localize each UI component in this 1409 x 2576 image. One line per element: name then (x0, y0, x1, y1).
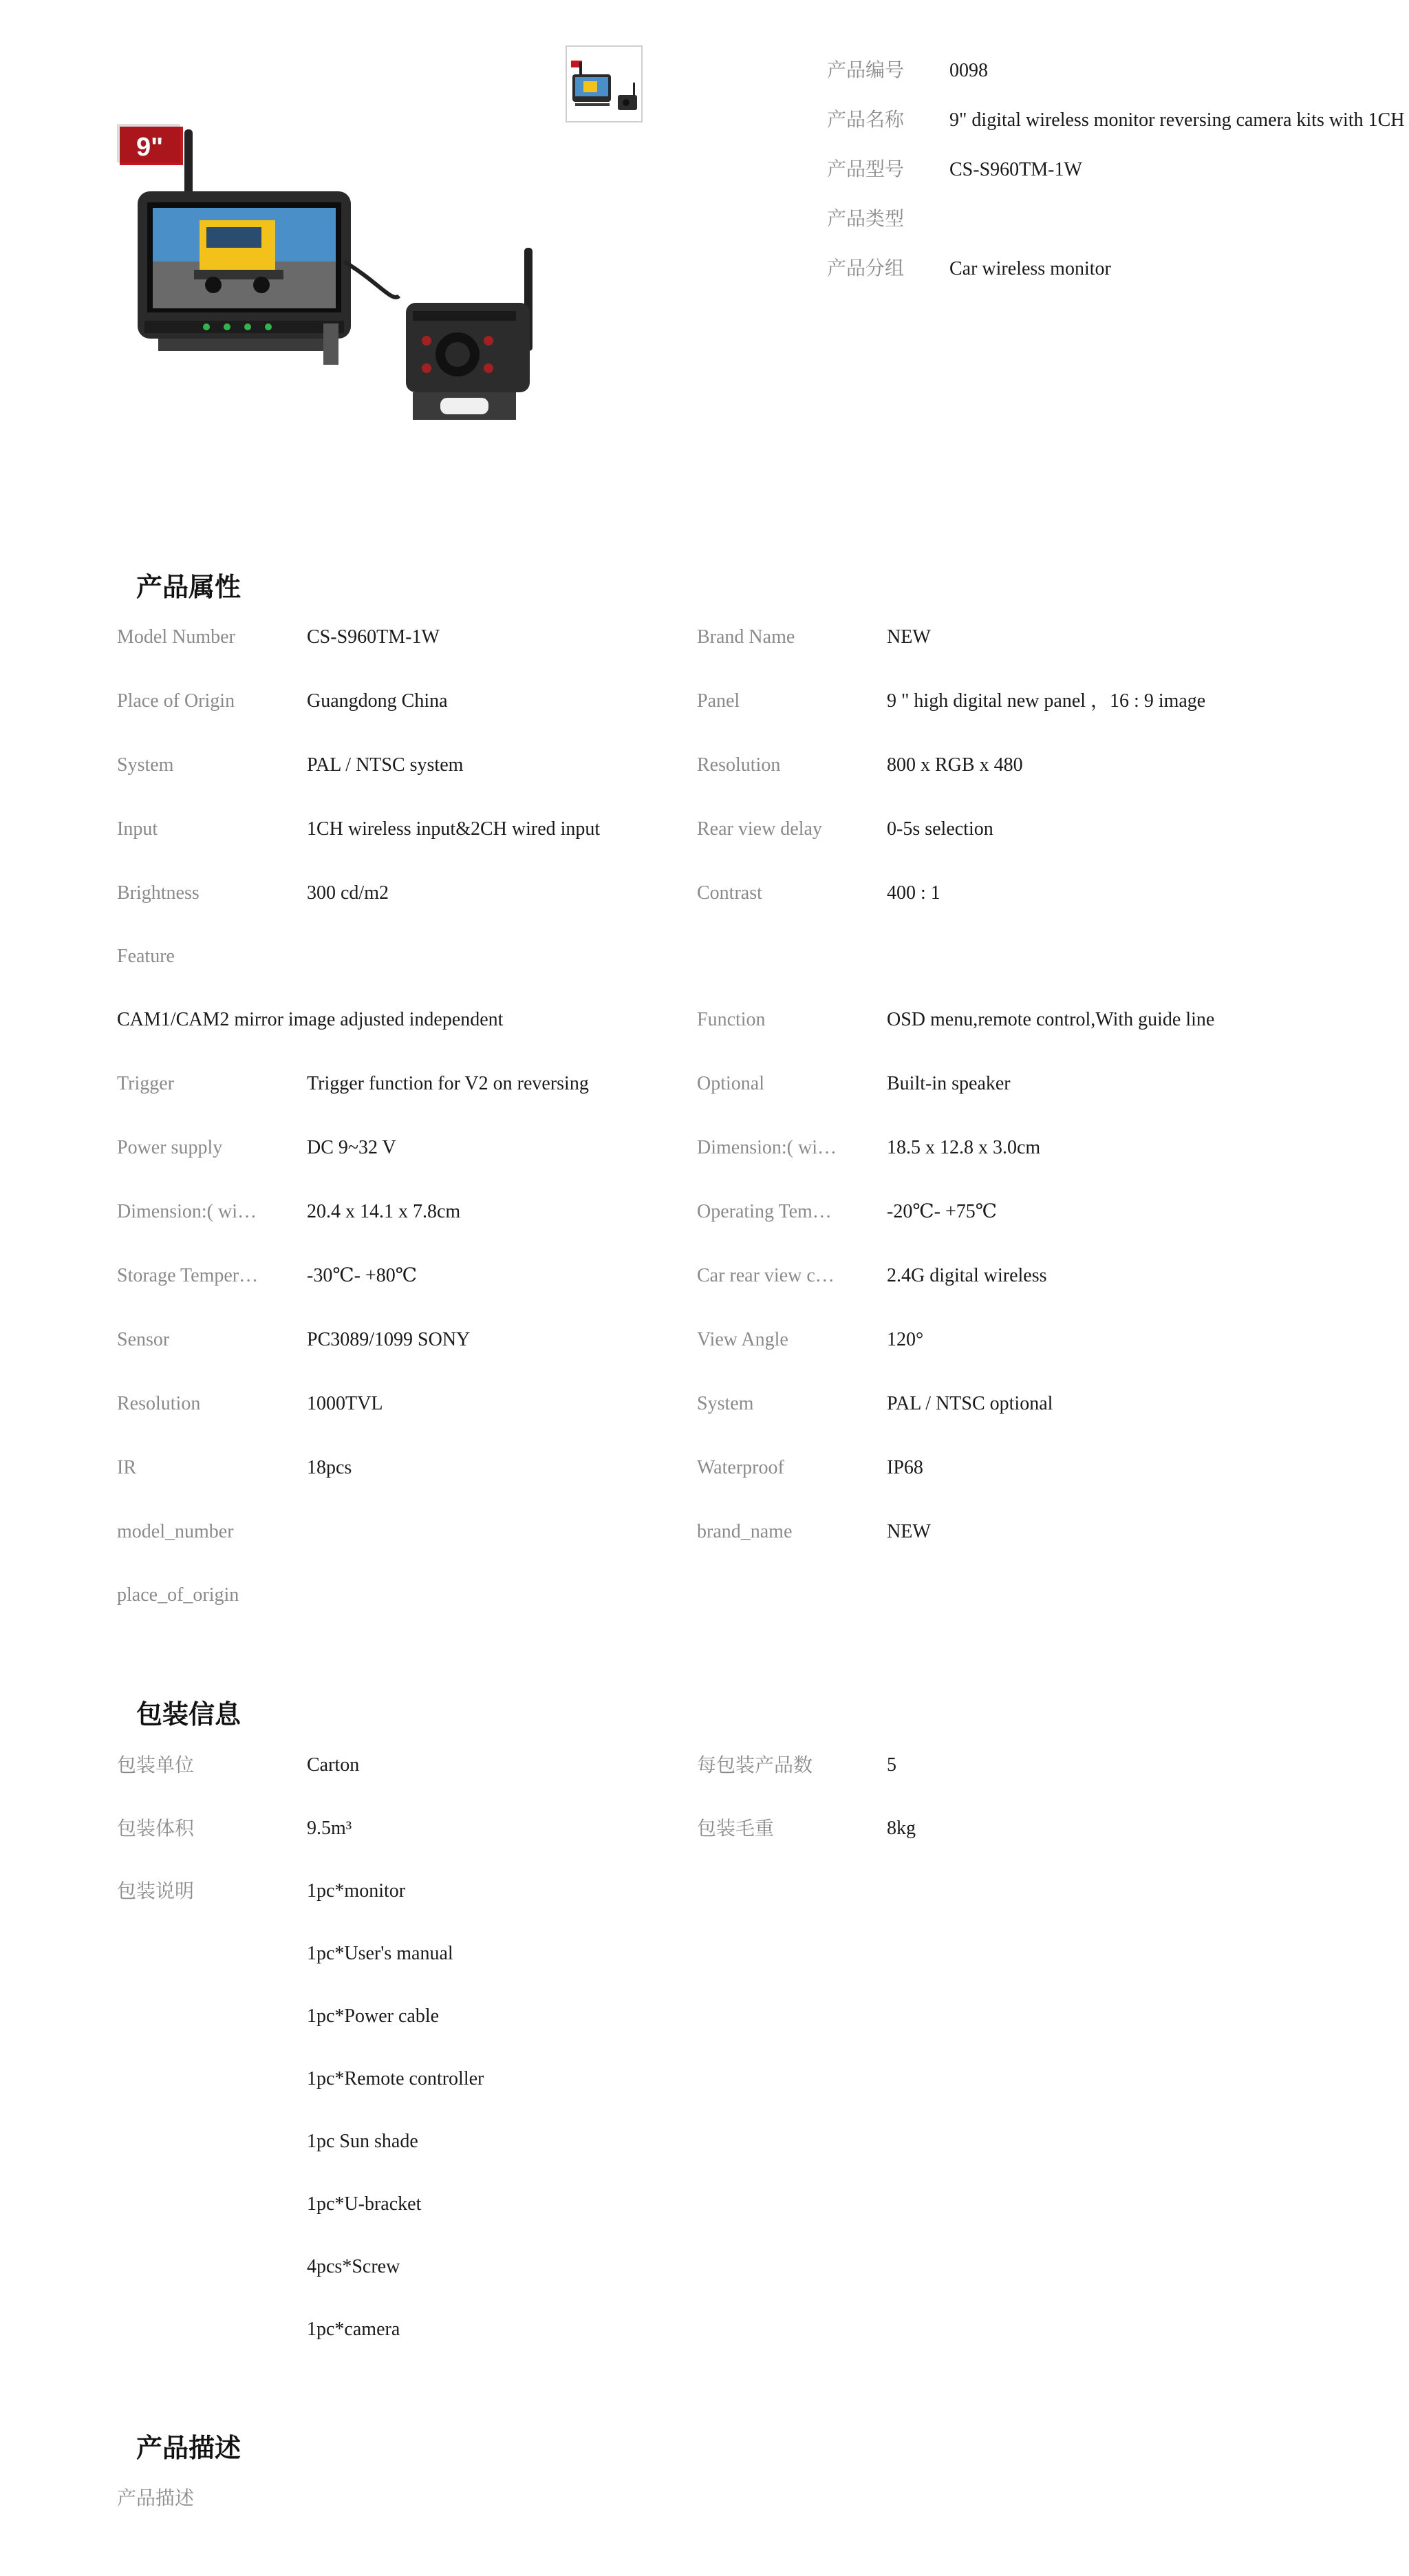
product-name-label: 产品名称 (827, 108, 905, 131)
attr-value: Built-in speaker (887, 1073, 1011, 1094)
attr-label: Sensor (117, 1329, 170, 1350)
attr-label: IR (117, 1457, 136, 1478)
attr-value: 400 : 1 (887, 882, 940, 904)
attr-value: 800 x RGB x 480 (887, 754, 1023, 776)
attr-value: 9 " high digital new panel ，16 : 9 image (887, 690, 1206, 712)
attr-label: View Angle (697, 1329, 788, 1350)
product-main-image[interactable] (117, 117, 550, 440)
packaging-section-title: 包装信息 (136, 1699, 241, 1729)
product-model-row (827, 156, 1082, 183)
attr-value: 18.5 x 12.8 x 3.0cm (887, 1137, 1041, 1158)
attr-label: System (117, 754, 174, 776)
attr-value: 1000TVL (307, 1393, 383, 1414)
packaging-item: 1pc*Remote controller (307, 2068, 484, 2089)
attr-label: Resolution (117, 1393, 201, 1414)
attr-value: NEW (887, 1521, 931, 1542)
attr-label: brand_name (697, 1521, 793, 1542)
packaging-unit-value: Carton (307, 1754, 360, 1776)
attr-label: Car rear view c… (697, 1265, 835, 1286)
attr-value: NEW (887, 626, 931, 648)
attr-value: PAL / NTSC system (307, 754, 464, 776)
product-model-label: 产品型号 (827, 158, 905, 180)
packaging-item: 1pc*U-bracket (307, 2193, 422, 2215)
attr-label: Operating Tem… (697, 1201, 832, 1222)
product-group-value: Car wireless monitor (949, 258, 1111, 279)
packaging-item: 4pcs*Screw (307, 2256, 400, 2277)
attr-label: Power supply (117, 1137, 223, 1158)
packaging-weight-label: 包装毛重 (697, 1817, 775, 1840)
attr-value: Trigger function for V2 on reversing (307, 1073, 589, 1094)
packaging-per-value: 5 (887, 1754, 896, 1776)
attr-label: Place of Origin (117, 690, 235, 712)
product-model-value: CS-S960TM-1W (949, 159, 1082, 180)
attr-label: Model Number (117, 626, 235, 648)
attr-label: Panel (697, 690, 740, 712)
attr-value: CS-S960TM-1W (307, 626, 440, 648)
attr-label: Input (117, 818, 158, 840)
product-code-value: 0098 (949, 60, 988, 81)
attr-value: 2.4G digital wireless (887, 1265, 1047, 1286)
packaging-unit-label: 包装单位 (117, 1754, 195, 1776)
attr-value: PAL / NTSC optional (887, 1393, 1053, 1414)
product-name-row (827, 106, 1405, 134)
attr-label: Trigger (117, 1073, 174, 1094)
attr-label: Dimension:( wi… (697, 1137, 837, 1158)
size-badge-text: 9" (136, 133, 164, 162)
product-group-label: 产品分组 (827, 257, 905, 279)
attr-label: place_of_origin (117, 1584, 239, 1606)
attr-value: -20℃- +75℃ (887, 1201, 998, 1222)
attr-value: 18pcs (307, 1457, 352, 1478)
attr-label: Storage Temper… (117, 1265, 259, 1286)
attr-value: 120° (887, 1329, 924, 1350)
attr-label: Resolution (697, 754, 781, 776)
packaging-volume-label: 包装体积 (117, 1817, 195, 1840)
packaging-per-label: 每包装产品数 (697, 1754, 813, 1776)
product-code-row (827, 56, 988, 84)
product-type-label: 产品类型 (827, 207, 905, 230)
attr-label: System (697, 1393, 754, 1414)
attributes-section-title: 产品属性 (136, 572, 241, 602)
attr-value: 1CH wireless input&2CH wired input (307, 818, 601, 840)
packaging-item: 1pc*camera (307, 2319, 400, 2340)
packaging-item: 1pc*Power cable (307, 2005, 440, 2027)
attr-label: Brightness (117, 882, 200, 904)
attr-value: 0-5s selection (887, 818, 993, 840)
product-thumbnail[interactable] (566, 45, 643, 123)
description-label: 产品描述 (117, 2487, 195, 2509)
product-code-label: 产品编号 (827, 58, 905, 81)
attr-value: -30℃- +80℃ (307, 1265, 418, 1286)
attr-value: 20.4 x 14.1 x 7.8cm (307, 1201, 461, 1222)
attr-label: model_number (117, 1521, 234, 1542)
product-group-row (827, 255, 1111, 282)
packaging-item: 1pc Sun shade (307, 2131, 418, 2152)
description-section-title: 产品描述 (136, 2433, 241, 2463)
product-type-row (827, 205, 949, 233)
attr-label: Rear view delay (697, 818, 822, 840)
attr-value: DC 9~32 V (307, 1137, 396, 1158)
attr-label: Dimension:( wi… (117, 1201, 257, 1222)
product-name-value: 9" digital wireless monitor reversing camera kits with 1CH (949, 109, 1405, 131)
attr-value: IP68 (887, 1457, 923, 1478)
attr-label: Function (697, 1009, 766, 1030)
packaging-desc-label: 包装说明 (117, 1880, 195, 1902)
attr-label: Brand Name (697, 626, 795, 648)
attr-value: OSD menu,remote control,With guide line (887, 1009, 1215, 1030)
attr-label: Contrast (697, 882, 762, 904)
packaging-item: 1pc*monitor (307, 1880, 406, 1902)
attr-label: Feature (117, 946, 175, 967)
attr-value: 300 cd/m2 (307, 882, 389, 904)
packaging-volume-value: 9.5m³ (307, 1818, 352, 1839)
packaging-item: 1pc*User's manual (307, 1943, 453, 1964)
attr-value: Guangdong China (307, 690, 448, 712)
packaging-weight-value: 8kg (887, 1818, 916, 1839)
attr-label: Optional (697, 1073, 764, 1094)
attr-feature-value: CAM1/CAM2 mirror image adjusted independent (117, 1009, 504, 1030)
attr-value: PC3089/1099 SONY (307, 1329, 471, 1350)
attr-label: Waterproof (697, 1457, 784, 1478)
